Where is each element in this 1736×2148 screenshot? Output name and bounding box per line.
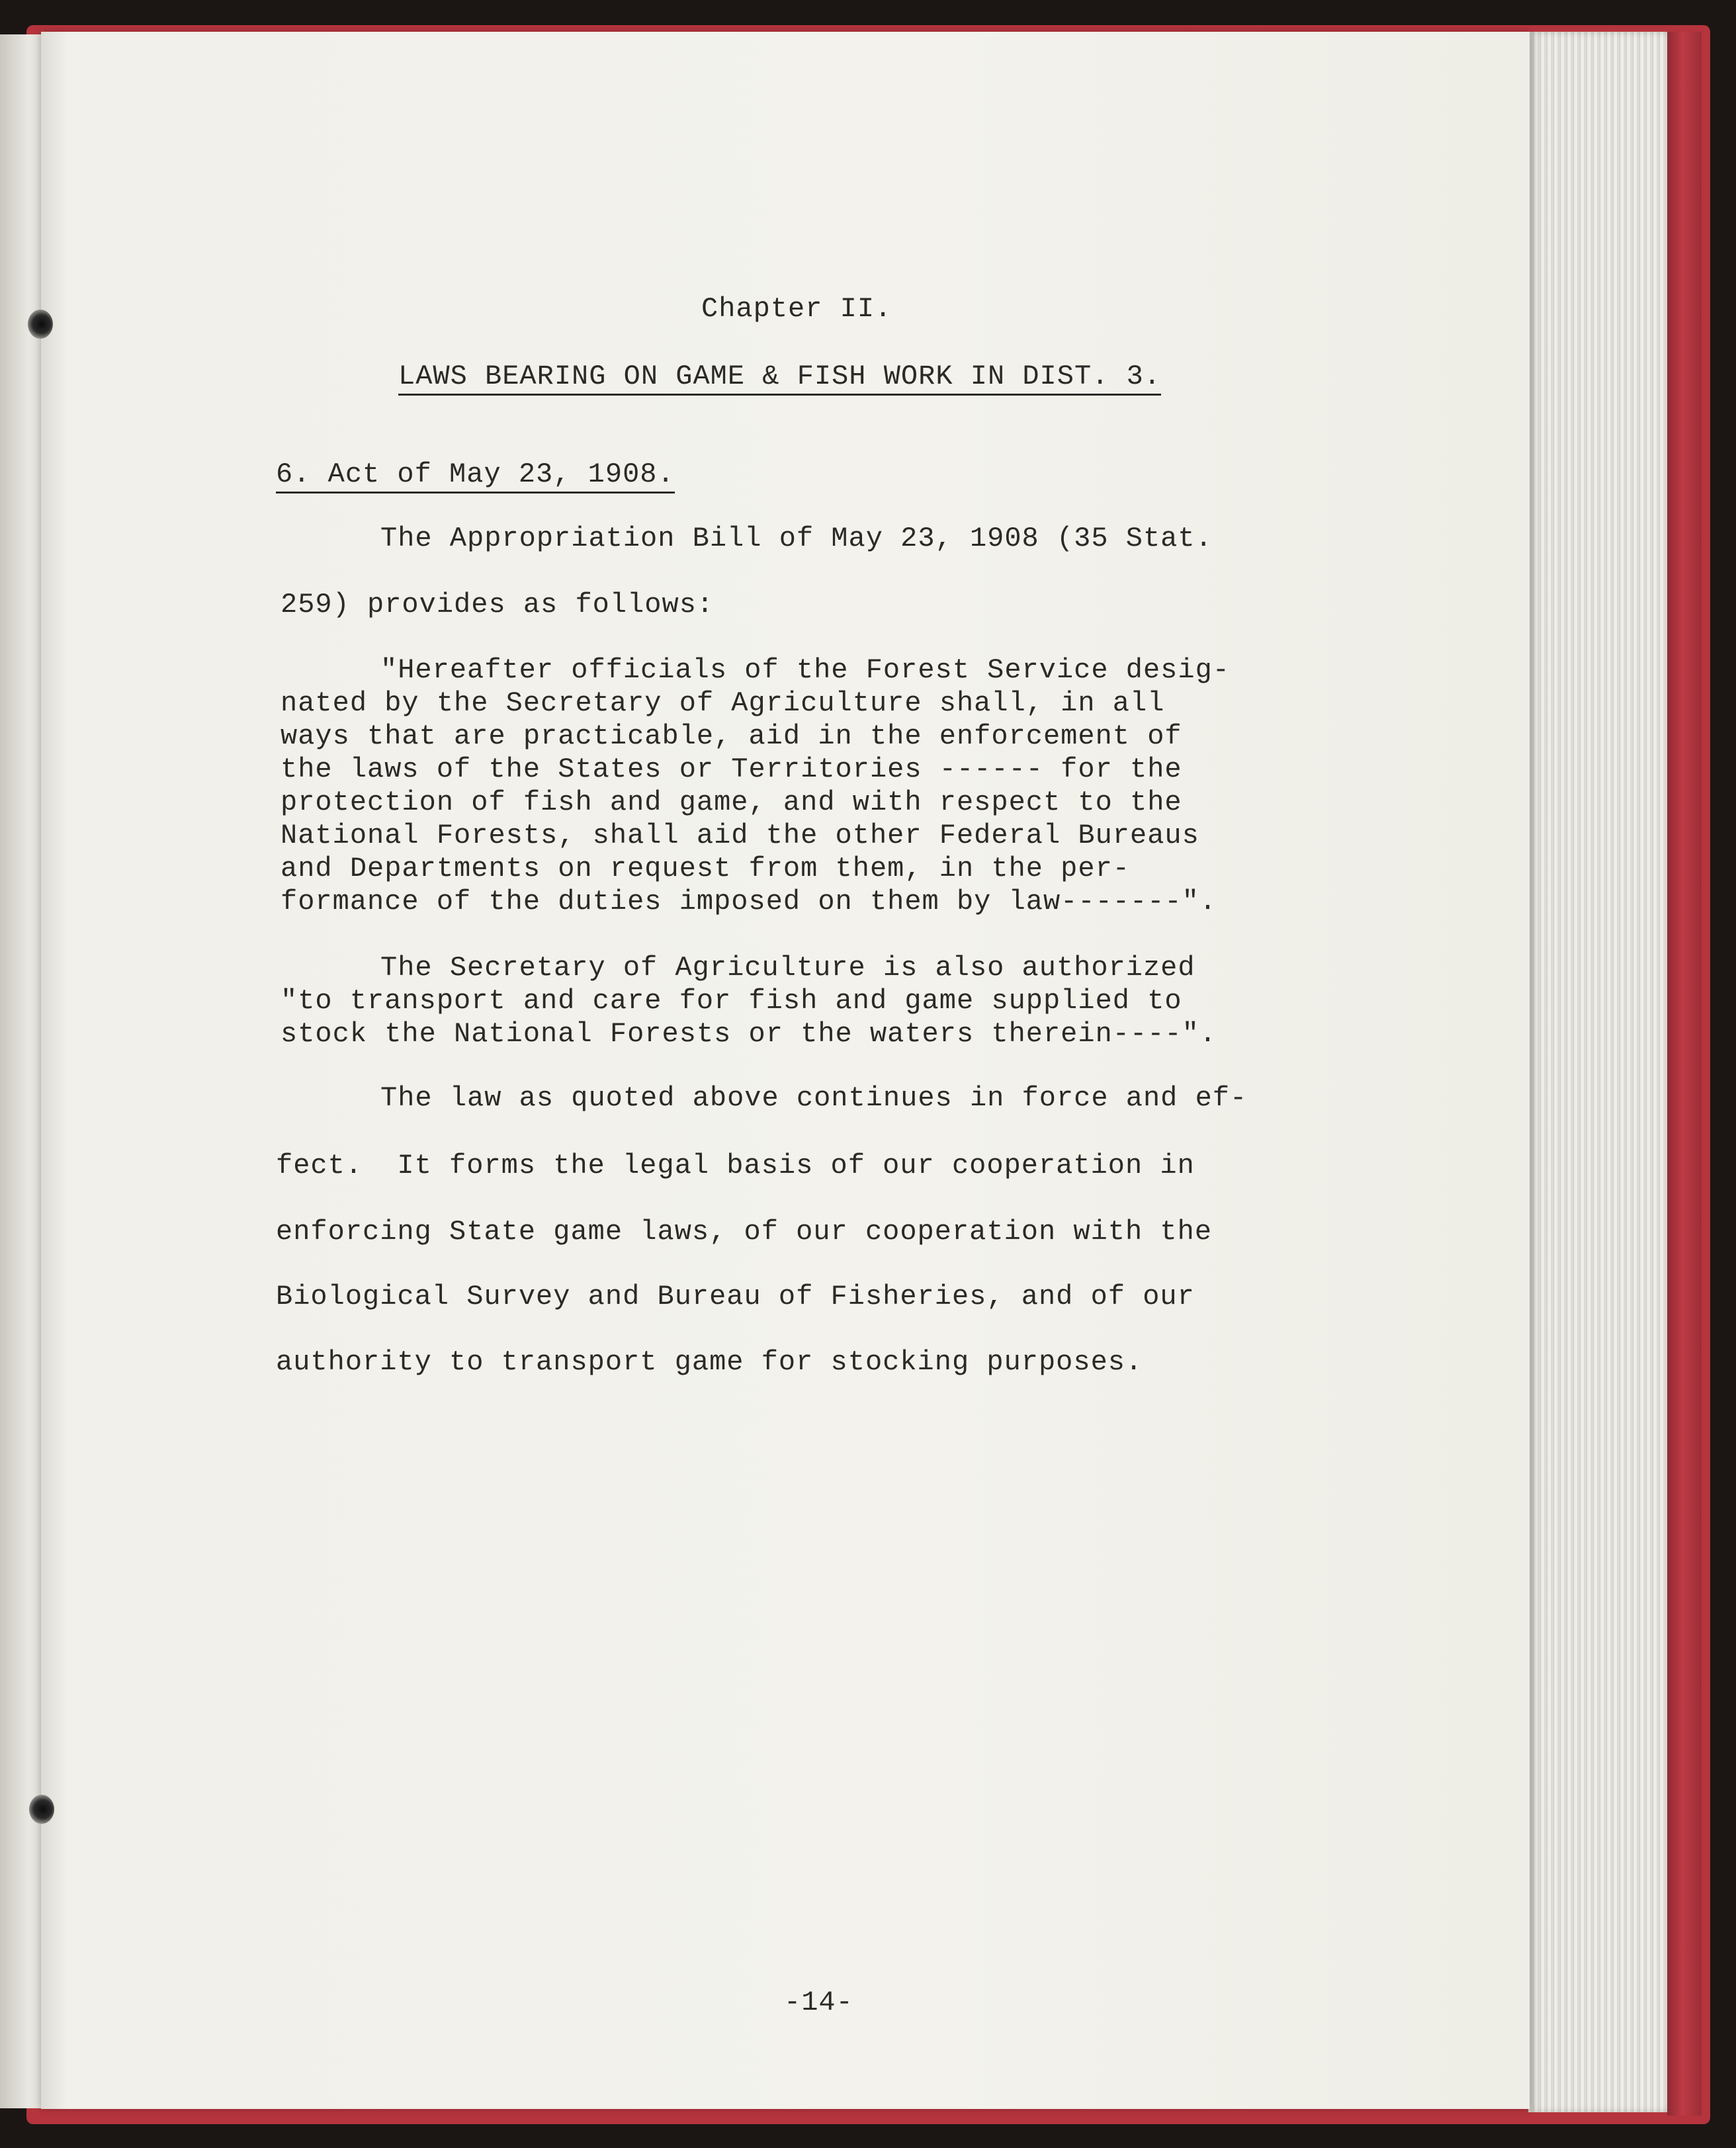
quotation-1-line: nated by the Secretary of Agriculture shall, in all <box>281 687 1165 719</box>
quotation-1-line: ways that are practicable, aid in the enforcement of <box>281 720 1182 752</box>
chapter-title: LAWS BEARING ON GAME & FISH WORK IN DIST. 3. <box>398 361 1161 396</box>
closing-line: Biological Survey and Bureau of Fisheries, and of our <box>276 1281 1195 1312</box>
closing-line: The law as quoted above continues in force and ef- <box>380 1082 1248 1114</box>
intro-line: 259) provides as follows: <box>281 589 715 621</box>
closing-line: fect. It forms the legal basis of our cooperation in <box>276 1150 1195 1181</box>
quotation-1-line: protection of fish and game, and with respect to the <box>281 787 1182 818</box>
quotation-2-line: "to transport and care for fish and game supplied to <box>281 985 1182 1017</box>
quotation-1-line: formance of the duties imposed on them by law-------". <box>281 886 1217 918</box>
closing-line: authority to transport game for stocking purposes. <box>276 1346 1143 1378</box>
chapter-heading: Chapter II. <box>701 293 892 325</box>
quotation-2-line: stock the National Forests or the waters therein----". <box>281 1018 1217 1050</box>
punch-hole-icon <box>29 1795 54 1824</box>
intro-line: The Appropriation Bill of May 23, 1908 (35 Stat. <box>380 523 1213 554</box>
book-spine-edge <box>1667 32 1702 2116</box>
quotation-1-line: the laws of the States or Territories ------ for the <box>281 753 1182 785</box>
quotation-1-line: National Forests, shall aid the other Federal Bureaus <box>281 820 1199 851</box>
section-heading: 6. Act of May 23, 1908. <box>276 458 675 494</box>
page-stack-edge <box>1528 32 1667 2112</box>
document-page <box>41 32 1530 2109</box>
page-number: -14- <box>784 1987 853 2018</box>
punch-hole-icon <box>28 310 53 339</box>
closing-line: enforcing State game laws, of our cooperation with the <box>276 1216 1213 1248</box>
quotation-2-line: The Secretary of Agriculture is also authorized <box>380 952 1195 984</box>
quotation-1-line: "Hereafter officials of the Forest Service desig- <box>380 654 1231 686</box>
quotation-1-line: and Departments on request from them, in the per- <box>281 853 1131 884</box>
